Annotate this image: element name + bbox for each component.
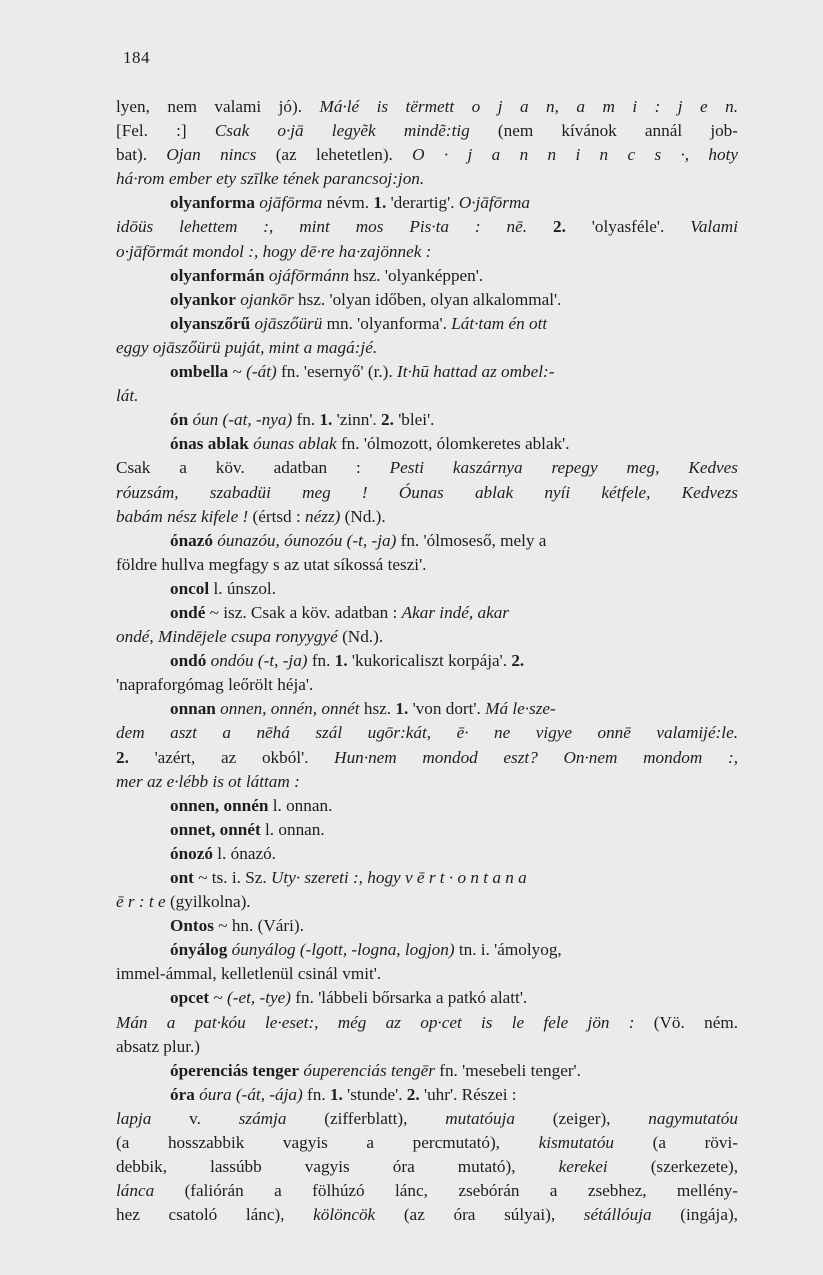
text-line: [116, 553, 738, 577]
italic-text: lánca: [116, 1181, 155, 1201]
italic-text: Mán a pat·kóu le·eset:, még az op·cet is le fele jön :: [116, 1012, 635, 1032]
headword: 1.: [334, 651, 348, 671]
text-line: [116, 1203, 738, 1227]
text-run: l. onnan.: [260, 819, 325, 839]
text-run: névm.: [322, 193, 374, 213]
headword: 2.: [552, 217, 566, 237]
italic-text: Lát·tam én ott: [451, 313, 548, 333]
italic-text: Má le·sze-: [485, 699, 556, 719]
headword: Ontos: [170, 916, 214, 936]
text-line: [116, 336, 738, 360]
italic-text: lát.: [116, 386, 139, 406]
italic-text: há·rom ember ety szīlke tének parancsoj:jon.: [116, 169, 425, 189]
headword: 1.: [319, 410, 333, 430]
text-run: tn. i. 'ámolyog,: [454, 940, 562, 960]
text-run: (értsd :: [248, 506, 306, 526]
text-run: immel-ámmal, kelletlenül csinál vmit'.: [116, 964, 382, 984]
text-run: hsz. 'olyanképpen'.: [349, 265, 484, 285]
text-line: [116, 1131, 738, 1155]
italic-text: idōüs lehettem :, mint mos Pis·ta : nē.: [116, 217, 528, 237]
text-line: [116, 191, 738, 215]
headword: ondó: [170, 651, 207, 671]
text-run: absatz plur.): [116, 1036, 200, 1056]
text-line: [116, 1179, 738, 1203]
italic-text: ondé, Mindējele csupa ronyygyé: [116, 627, 338, 647]
headword: oncol: [170, 578, 210, 598]
text-line: [116, 1083, 738, 1107]
headword: 2.: [381, 410, 394, 430]
text-line: [116, 432, 738, 456]
text-run: bat).: [116, 145, 167, 165]
headword: onnan: [170, 699, 216, 719]
italic-text: ojankōr: [240, 289, 294, 309]
italic-text: ojāfōrma: [259, 193, 323, 213]
text-run: hez csatoló lánc),: [116, 1205, 314, 1225]
italic-text: nézz): [305, 506, 341, 526]
italic-text: óunas ablak: [253, 434, 337, 454]
headword: olyanformán: [170, 265, 265, 285]
italic-text: (-át): [246, 362, 277, 382]
text-run: (Nd.).: [337, 627, 384, 647]
text-line: [116, 240, 738, 264]
italic-text: eggy ojāszőürü puját, mint a magá:jé.: [116, 337, 378, 357]
text-run: hsz. 'olyan időben, olyan alkalommal'.: [293, 289, 562, 309]
text-run: 'azért, az okból'.: [128, 747, 335, 767]
text-run: ~ ts. i. Sz.: [193, 868, 271, 887]
italic-text: Ojan nincs: [166, 145, 257, 165]
text-line: [116, 938, 738, 962]
text-line: [116, 721, 738, 745]
italic-text: Uty· szereti :, hogy v ē r t · o n t a n a: [271, 868, 527, 887]
text-run: lyen, nem valami jó).: [116, 97, 320, 116]
text-line: [116, 360, 738, 384]
text-line: [116, 697, 738, 721]
text-run: fn. 'ólmoseső, mely a: [396, 530, 547, 550]
italic-text: lapja: [116, 1108, 152, 1128]
text-line: [116, 119, 738, 143]
text-line: [116, 649, 738, 673]
text-run: fn. 'ólmozott, ólomkeretes ablak'.: [336, 434, 570, 454]
text-run: 'kukoricaliszt korpája'.: [347, 651, 512, 671]
text-line: [116, 456, 738, 480]
text-run: 'uhr'. Részei :: [419, 1084, 517, 1104]
headword: óra: [170, 1084, 195, 1104]
text-run: l. onnan.: [268, 795, 333, 815]
headword: 2.: [406, 1084, 420, 1104]
text-line: [116, 1035, 738, 1059]
italic-text: ē r : t e: [116, 892, 166, 912]
headword: 1.: [373, 193, 387, 213]
italic-text: O · j a n n i n c s ·, hoty: [412, 145, 738, 165]
text-line: [116, 1155, 738, 1179]
text-run: [527, 217, 553, 236]
text-line: [116, 986, 738, 1010]
text-run: ~ hn. (Vári).: [213, 916, 304, 936]
italic-text: róuzsám, szabadüi meg ! Óunas ablak nyíi kétfele, Kedvezs: [116, 482, 738, 502]
text-line: [116, 1059, 738, 1083]
text-line: [116, 312, 738, 336]
text-run: (az lehetetlen).: [256, 145, 413, 165]
italic-text: Má·lé is tërmett o j a n, a m i : j e n.: [319, 97, 738, 116]
text-line: [116, 866, 738, 890]
text-run: 'blei'.: [393, 410, 435, 430]
text-run: (Vö. ném.: [634, 1012, 738, 1032]
text-run: fn.: [292, 410, 320, 430]
text-run: l. ónazó.: [212, 843, 276, 863]
headword: óperenciás tenger: [170, 1060, 300, 1080]
headword: ondé: [170, 602, 206, 622]
text-run: (zeiger),: [514, 1108, 649, 1128]
headword: 2.: [116, 747, 129, 767]
text-run: debbik, lassúbb vagyis óra mutató),: [116, 1157, 559, 1177]
text-run: ~ isz. Csak a köv. adatban :: [205, 602, 402, 622]
italic-text: Akar indé, akar: [401, 602, 509, 622]
italic-text: dem aszt a nēhá szál ugōr:kát, ē· ne vigye onnē valamijé:le.: [116, 723, 738, 743]
italic-text: ojāszőürü: [254, 313, 323, 333]
text-run: [Fel. :]: [116, 121, 215, 141]
text-line: [116, 914, 738, 938]
italic-text: óunyálog (-lgott, -logna, logjon): [231, 940, 455, 960]
headword: 1.: [395, 699, 409, 719]
text-run: (Nd.).: [340, 506, 386, 526]
italic-text: Pesti kaszárnya repegy meg, Kedves: [389, 458, 738, 478]
text-line: [116, 890, 738, 914]
text-run: (szerkezete),: [607, 1157, 738, 1177]
italic-text: óura (-át, -ája): [199, 1084, 303, 1104]
text-line: [116, 962, 738, 986]
italic-text: számja: [238, 1108, 287, 1128]
italic-text: (-et, -tye): [227, 988, 291, 1008]
italic-text: Valami: [690, 217, 738, 237]
italic-text: Hun·nem mondod eszt? On·nem mondom :,: [334, 747, 738, 767]
headword: onnen, onnén: [170, 795, 269, 815]
italic-text: nagymutatóu: [648, 1108, 738, 1128]
text-run: (ingája),: [651, 1205, 738, 1225]
text-run: (a hosszabbik vagyis a percmutató),: [116, 1133, 539, 1153]
headword: olyanforma: [170, 193, 255, 213]
italic-text: sétállóuja: [583, 1205, 652, 1225]
italic-text: kerekei: [558, 1157, 608, 1177]
text-line: [116, 1107, 738, 1131]
text-line: [116, 408, 738, 432]
headword: ón: [170, 410, 189, 430]
italic-text: o·jāfōrmát mondol :, hogy dē·re ha·zajönnek :: [116, 241, 432, 261]
text-run: fn. 'esernyő' (r.).: [276, 362, 397, 382]
text-run: 'napraforgómag leőrölt héja'.: [116, 675, 314, 695]
text-run: mn. 'olyanforma'.: [322, 313, 452, 333]
text-line: [116, 288, 738, 312]
text-line: [116, 577, 738, 601]
italic-text: babám nész kifele !: [116, 506, 249, 526]
text-run: ~: [228, 362, 247, 382]
text-line: [116, 625, 738, 649]
text-line: [116, 601, 738, 625]
italic-text: O·jāfōrma: [458, 193, 530, 213]
headword: 2.: [511, 651, 525, 671]
text-run: (nem kívánok annál job-: [469, 121, 738, 141]
italic-text: ondóu (-t, -ja): [210, 651, 308, 671]
text-run: (zifferblatt),: [286, 1108, 446, 1128]
text-run: ~: [209, 988, 228, 1008]
italic-text: óuperenciás tengēr: [303, 1060, 435, 1080]
text-line: [116, 264, 738, 288]
italic-text: onnen, onnén, onnét: [220, 699, 360, 719]
text-run: hsz.: [359, 699, 396, 719]
headword: opcet: [170, 988, 210, 1008]
text-line: [116, 95, 738, 119]
italic-text: Csak o·jā legyẽk mindẽ:tig: [214, 121, 470, 141]
headword: ombella: [170, 362, 229, 382]
text-run: Csak a köv. adatban :: [116, 458, 390, 478]
text-run: (faliórán a fölhúzó lánc, zsebórán a zsebhez, mellény-: [154, 1181, 738, 1201]
text-run: fn. 'mesebeli tenger'.: [434, 1060, 581, 1080]
italic-text: mutatóuja: [445, 1108, 515, 1128]
text-run: 'derartig'.: [386, 193, 459, 213]
text-run: fn.: [307, 651, 335, 671]
text-run: fn.: [302, 1084, 330, 1104]
headword: ónyálog: [170, 940, 228, 960]
text-line: [116, 1011, 738, 1035]
headword: olyankor: [170, 289, 236, 309]
text-line: [116, 505, 738, 529]
headword: ónazó: [170, 530, 213, 550]
italic-text: kismutatóu: [538, 1133, 615, 1153]
text-line: [116, 818, 738, 842]
headword: onnet, onnét: [170, 819, 261, 839]
text-run: (gyilkolna).: [165, 892, 251, 912]
text-run: l. únszol.: [209, 578, 276, 598]
headword: ónozó: [170, 843, 213, 863]
text-line: [116, 167, 738, 191]
text-line: [116, 673, 738, 697]
text-run: (az óra súlyai),: [375, 1205, 584, 1225]
text-line: [116, 770, 738, 794]
text-line: [116, 481, 738, 505]
text-line: [116, 384, 738, 408]
text-line: [116, 746, 738, 770]
text-line: [116, 794, 738, 818]
text-line: [116, 215, 738, 239]
page-number: 184: [123, 48, 150, 67]
text-run: 'von dort'.: [408, 699, 486, 719]
text-run: 'olyasféle'.: [565, 217, 691, 237]
text-line: [116, 842, 738, 866]
headword: olyanszőrű: [170, 313, 251, 333]
italic-text: mer az e·lébb is ot láttam :: [116, 771, 300, 791]
headword: ont: [170, 868, 194, 887]
headword: 1.: [329, 1084, 343, 1104]
headword: ónas ablak: [170, 434, 249, 454]
text-run: fn. 'lábbeli bőrsarka a patkó alatt'.: [290, 988, 528, 1008]
text-run: v.: [151, 1108, 239, 1128]
text-run: földre hullva megfagy s az utat síkossá teszi'.: [116, 554, 427, 574]
italic-text: óun (-at, -nya): [192, 410, 293, 430]
text-run: 'zinn'.: [332, 410, 382, 430]
dictionary-text: [116, 95, 738, 1227]
text-run: 'stunde'.: [342, 1084, 407, 1104]
italic-text: óunazóu, óunozóu (-t, -ja): [217, 530, 397, 550]
italic-text: It·hū hattad az ombel:-: [396, 362, 555, 382]
text-line: [116, 529, 738, 553]
text-line: [116, 143, 738, 167]
text-run: (a rövi-: [614, 1133, 738, 1153]
italic-text: ojáfōrmánn: [268, 265, 350, 285]
italic-text: kölöncök: [313, 1205, 376, 1225]
